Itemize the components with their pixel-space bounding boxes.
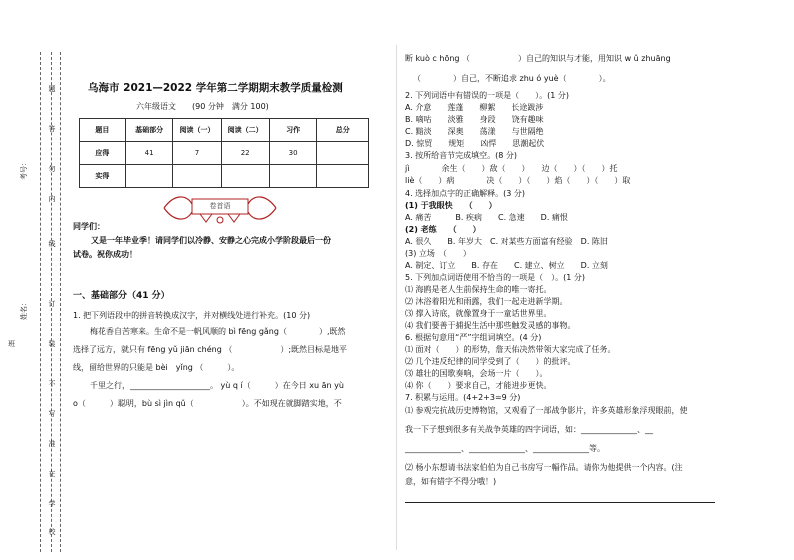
score-header: 阅读（一） <box>173 119 221 142</box>
question-5: 5. 下列加点词语使用不恰当的一项是（ ）。(1 分) <box>405 273 586 282</box>
option-b: B. 嘀咕 淡雅 身段 饶有趣味 <box>405 115 544 124</box>
score-header: 题目 <box>80 119 126 142</box>
binding-char: 装 <box>48 340 56 348</box>
section-title: 一、基础部分（41 分） <box>73 291 170 301</box>
intro-line: 又是一年毕业季！请同学们以冷静、安静之心完成小学阶段最后一份 <box>91 236 331 245</box>
question-text: 选择了远方，就只有 fēng yǔ jiān chéng （ ）;既然目标是地平 <box>73 345 348 354</box>
binding-char: 不 <box>48 380 56 388</box>
binding-char: 准 <box>48 440 56 448</box>
question-3: 3. 按所给音节完成填空。(8 分) <box>405 151 518 160</box>
option-line: A. 很久 B. 年岁大 C. 对某些方面富有经验 D. 陈旧 <box>405 237 608 246</box>
question-4: 4. 选择加点字的正确解释。(3 分) <box>405 189 526 198</box>
question-text: 断 kuò c hōng （ ）自己的知识与才能，用知识 w ǔ zhuāng <box>405 54 671 63</box>
banner <box>160 190 280 226</box>
binding-line-right <box>60 52 61 552</box>
binding-char: 内 <box>48 195 56 203</box>
score-cell <box>317 142 369 165</box>
binding-char: 订 <box>48 300 56 308</box>
question-text: ⑷ 我们要善于捕捉生活中那些触发灵感的事物。 <box>405 321 576 330</box>
question-text: 我一下子想到很多有关战争英雄的四字词语，如：______________、__ <box>405 425 653 434</box>
question-text: ⑴ 海鸥是老人生前保持生命的唯一寄托。 <box>405 285 552 294</box>
score-cell: 7 <box>173 142 221 165</box>
score-table <box>79 118 369 188</box>
binding-char: 写 <box>48 410 56 418</box>
score-cell: 41 <box>125 142 173 165</box>
binding-line-outer <box>40 52 41 552</box>
answer-line[interactable] <box>405 502 715 503</box>
greeting: 同学们： <box>73 222 105 231</box>
question-text: ⑷ 你（ ）要求自己，才能进步更快。 <box>405 381 552 390</box>
question-text: ⑵ 几个违反纪律的同学受到了（ ）的批评。 <box>405 357 576 366</box>
score-cell <box>269 165 317 188</box>
question-text: liè（ ）病 决（ ）（ ）焰（ ）（ ）取 <box>405 176 631 185</box>
question-2: 2. 下列词语中有错误的一项是（ ）。(1 分) <box>405 91 570 100</box>
score-row-label: 实得 <box>80 165 126 188</box>
question-text: ⑴ 面对（ ）的形势，詹天佑决然带领大家完成了任务。 <box>405 345 616 354</box>
question-1: 1. 把下列语段中的拼音转换成汉字，并对横线处进行补充。(10 分) <box>73 311 311 320</box>
sub-question: (2) 老练 （ ） <box>405 225 481 234</box>
question-text: 线，留给世界的只能是 bèi yǐng （ ）。 <box>73 363 240 372</box>
binding-char: 校 <box>48 528 56 536</box>
score-cell <box>221 165 269 188</box>
sub-question: (3) 立场 （ ） <box>405 249 471 258</box>
question-text: 千里之行，____________________。 yù q í（ ）在今日 xu ān yù <box>90 381 344 390</box>
question-text: ⑴ 参观完抗战历史博物馆，又观看了一部战争影片，许多英雄形象浮现眼前，使 <box>405 406 688 415</box>
score-cell <box>173 165 221 188</box>
name-label: 姓名： <box>20 299 28 320</box>
option-c: C. 黯淡 深奥 荡漾 与世隔绝 <box>405 127 544 136</box>
binding-char: 勿 <box>48 165 56 173</box>
score-cell: 22 <box>221 142 269 165</box>
binding-char: 线 <box>48 240 56 248</box>
question-text: ⑵ 沐浴着阳光和雨露，我们一起走进新学期。 <box>405 297 568 306</box>
score-header: 习作 <box>269 119 317 142</box>
exam-subtitle: 六年级语文 (90 分钟 满分 100) <box>136 102 269 111</box>
question-6: 6. 根据句意用“严”字组词填空。(4 分) <box>405 333 542 342</box>
score-row-label: 应得 <box>80 142 126 165</box>
binding-char: 在 <box>48 470 56 478</box>
intro-line: 试卷。祝你成功！ <box>73 250 137 259</box>
question-text: （ ）自己，不断追求 zhu ó yuè（ ）。 <box>413 74 611 83</box>
question-text: ______________、______________、______________等。 <box>405 444 605 453</box>
option-a: A. 介意 莲蓬 柳絮 长途跋涉 <box>405 103 544 112</box>
binding-char: 学 <box>48 500 56 508</box>
question-text: o（ ）聪明，bù sì jìn qǔ（ ）。不如现在就脚踏实地，不 <box>73 399 342 408</box>
exam-number-label: 考号： <box>20 159 28 180</box>
score-header: 阅读（二） <box>221 119 269 142</box>
binding-char: 答 <box>48 125 56 133</box>
question-text: jì 余生（ ）敌（ ） 边（ ）（ ）托 <box>405 164 618 173</box>
score-header: 总分 <box>317 119 369 142</box>
score-cell: 30 <box>269 142 317 165</box>
exam-title: 乌海市 2021—2022 学年第二学期期末教学质量检测 <box>88 82 343 94</box>
score-header: 基础部分 <box>125 119 173 142</box>
option-line: A. 痛苦 B. 疾病 C. 急速 D. 痛恨 <box>405 213 568 222</box>
column-divider <box>396 45 397 550</box>
question-text: 梅花香自苦寒来。生命不是一帆风顺的 bì fēng gǎng（ ）,既然 <box>90 327 346 336</box>
question-text: ⑶ 撑入诗底，就像置身于一童话世界里。 <box>405 309 552 318</box>
class-label: 班 <box>8 340 15 348</box>
option-d: D. 惊贸 规矩 凶悍 思潮起伏 <box>405 139 545 148</box>
option-line: A. 制定、订立 B. 存在 C. 建立、树立 D. 立刻 <box>405 261 608 270</box>
sub-question: (1) 于我眼快 （ ） <box>405 201 497 210</box>
question-text: ⑶ 雄壮的国歌奏响，会场一片（ ）。 <box>405 369 548 378</box>
score-cell <box>317 165 369 188</box>
question-text: ⑵ 杨小东想请书法家伯伯为自己书房写一幅作品。请你为他提供一个内容。(注 <box>405 463 683 472</box>
score-cell <box>125 165 173 188</box>
question-text: 意，如有错字不得分哦！) <box>405 477 497 486</box>
binding-char: 题 <box>48 85 56 93</box>
question-7: 7. 积累与运用。(4+2+3=9 分) <box>405 393 521 402</box>
banner-label: 卷首语 <box>209 202 231 210</box>
